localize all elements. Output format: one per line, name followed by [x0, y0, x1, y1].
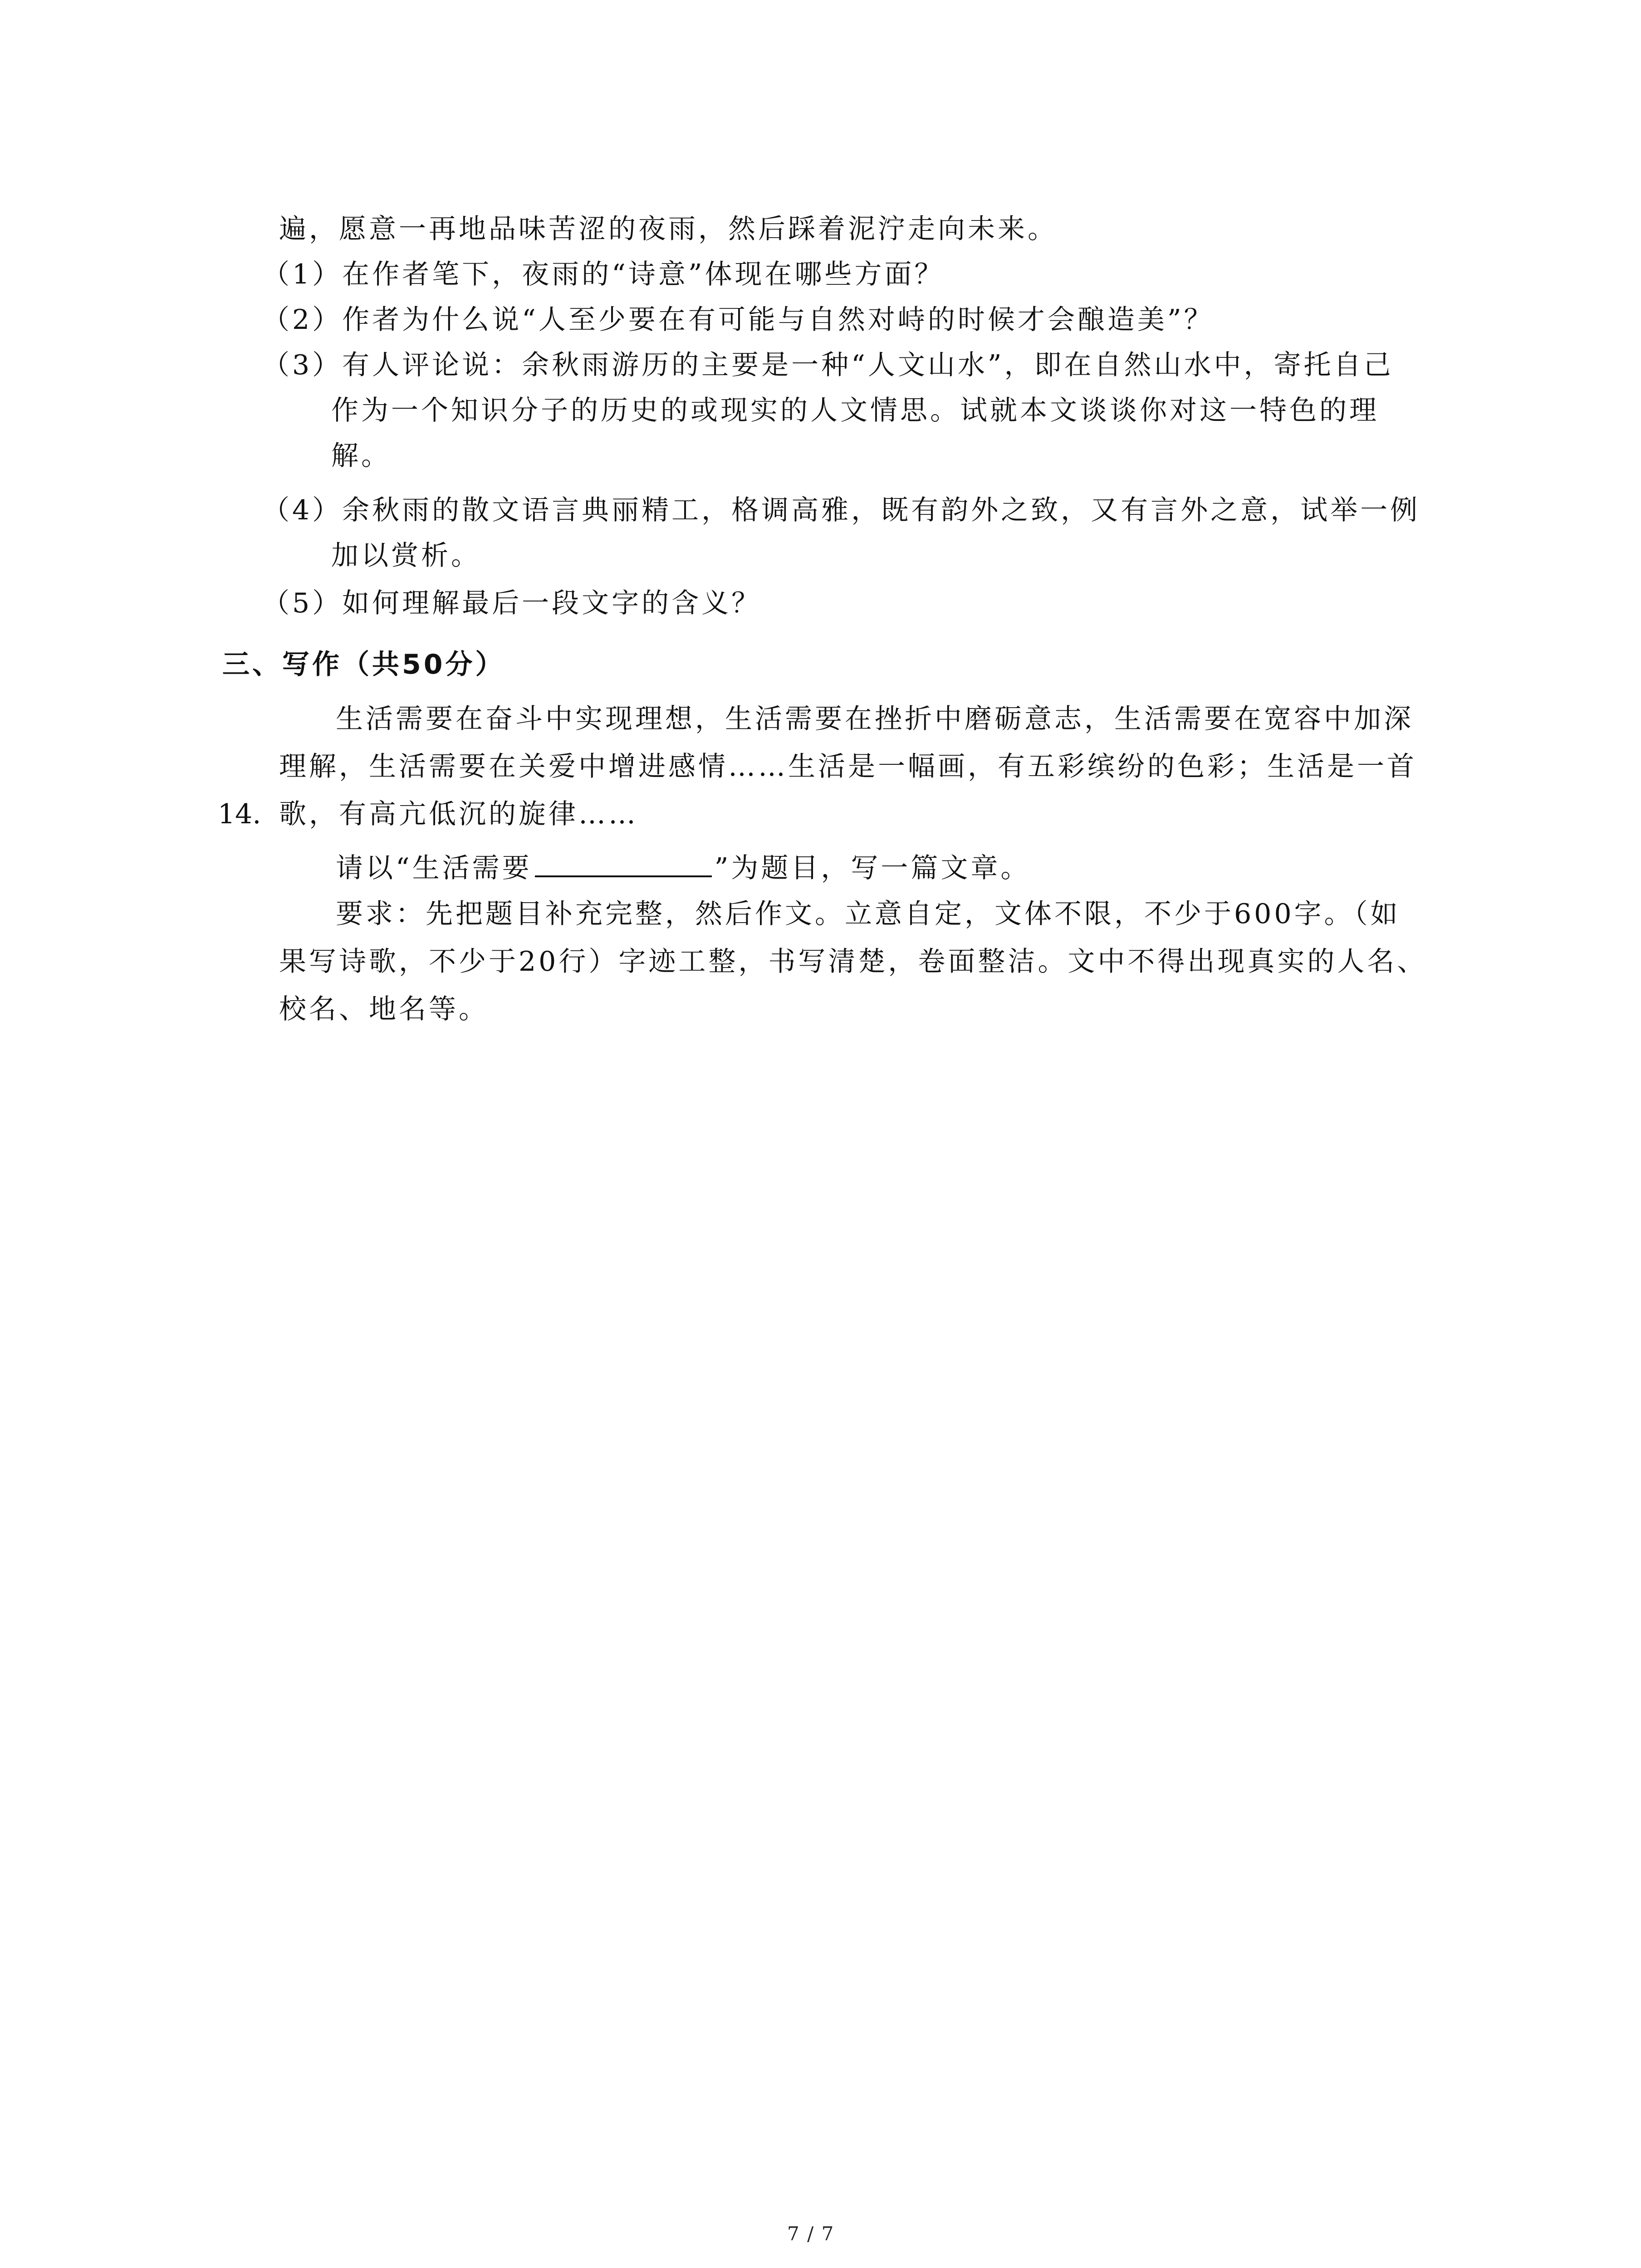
- question-3: （3）有人评论说：余秋雨游历的主要是一种“人文山水”，即在自然山水中，寄托自己: [262, 349, 1394, 381]
- question-4: （4）余秋雨的散文语言典丽精工，格调高雅，既有韵外之致，又有言外之意，试举一例: [262, 494, 1421, 526]
- question-3-line-3: 解。: [331, 440, 391, 472]
- question-2: （2）作者为什么说“人至少要在有可能与自然对峙的时候才会酿造美”？: [262, 304, 1214, 336]
- writing-prompt-line-2: 理解，生活需要在关爱中增进感情……生活是一幅画，有五彩缤纷的色彩；生活是一首: [279, 751, 1417, 782]
- title-instruction-before: 请以“生活需要: [336, 852, 532, 884]
- requirement-line-3: 校名、地名等。: [279, 993, 489, 1025]
- title-blank: [535, 848, 712, 877]
- writing-prompt-line-1: 生活需要在奋斗中实现理想，生活需要在挫折中磨砺意志，生活需要在宽容中加深: [336, 703, 1414, 735]
- writing-section-heading: 三、写作（共50分）: [222, 649, 505, 680]
- question-number: 14.: [218, 798, 261, 830]
- reading-continuation: 遍，愿意一再地品味苦涩的夜雨，然后踩着泥泞走向未来。: [279, 213, 1058, 245]
- question-5: （5）如何理解最后一段文字的含义？: [262, 587, 762, 619]
- writing-prompt-line-3: 歌，有高亢低沉的旋律……: [279, 798, 638, 830]
- page-number: 7 / 7: [787, 2223, 835, 2245]
- title-instruction-after: ”为题目，写一篇文章。: [714, 852, 1031, 884]
- requirement-line-1: 要求：先把题目补充完整，然后作文。立意自定，文体不限，不少于600字。（如: [336, 898, 1401, 930]
- title-instruction: [336, 848, 1030, 886]
- question-1: （1）在作者笔下，夜雨的“诗意”体现在哪些方面？: [262, 259, 945, 290]
- question-4-line-2: 加以赏析。: [331, 540, 481, 572]
- requirement-line-2: 果写诗歌，不少于20行）字迹工整，书写清楚，卷面整洁。文中不得出现真实的人名、: [279, 946, 1427, 978]
- question-3-line-2: 作为一个知识分子的历史的或现实的人文情思。试就本文谈谈你对这一特色的理: [331, 395, 1379, 426]
